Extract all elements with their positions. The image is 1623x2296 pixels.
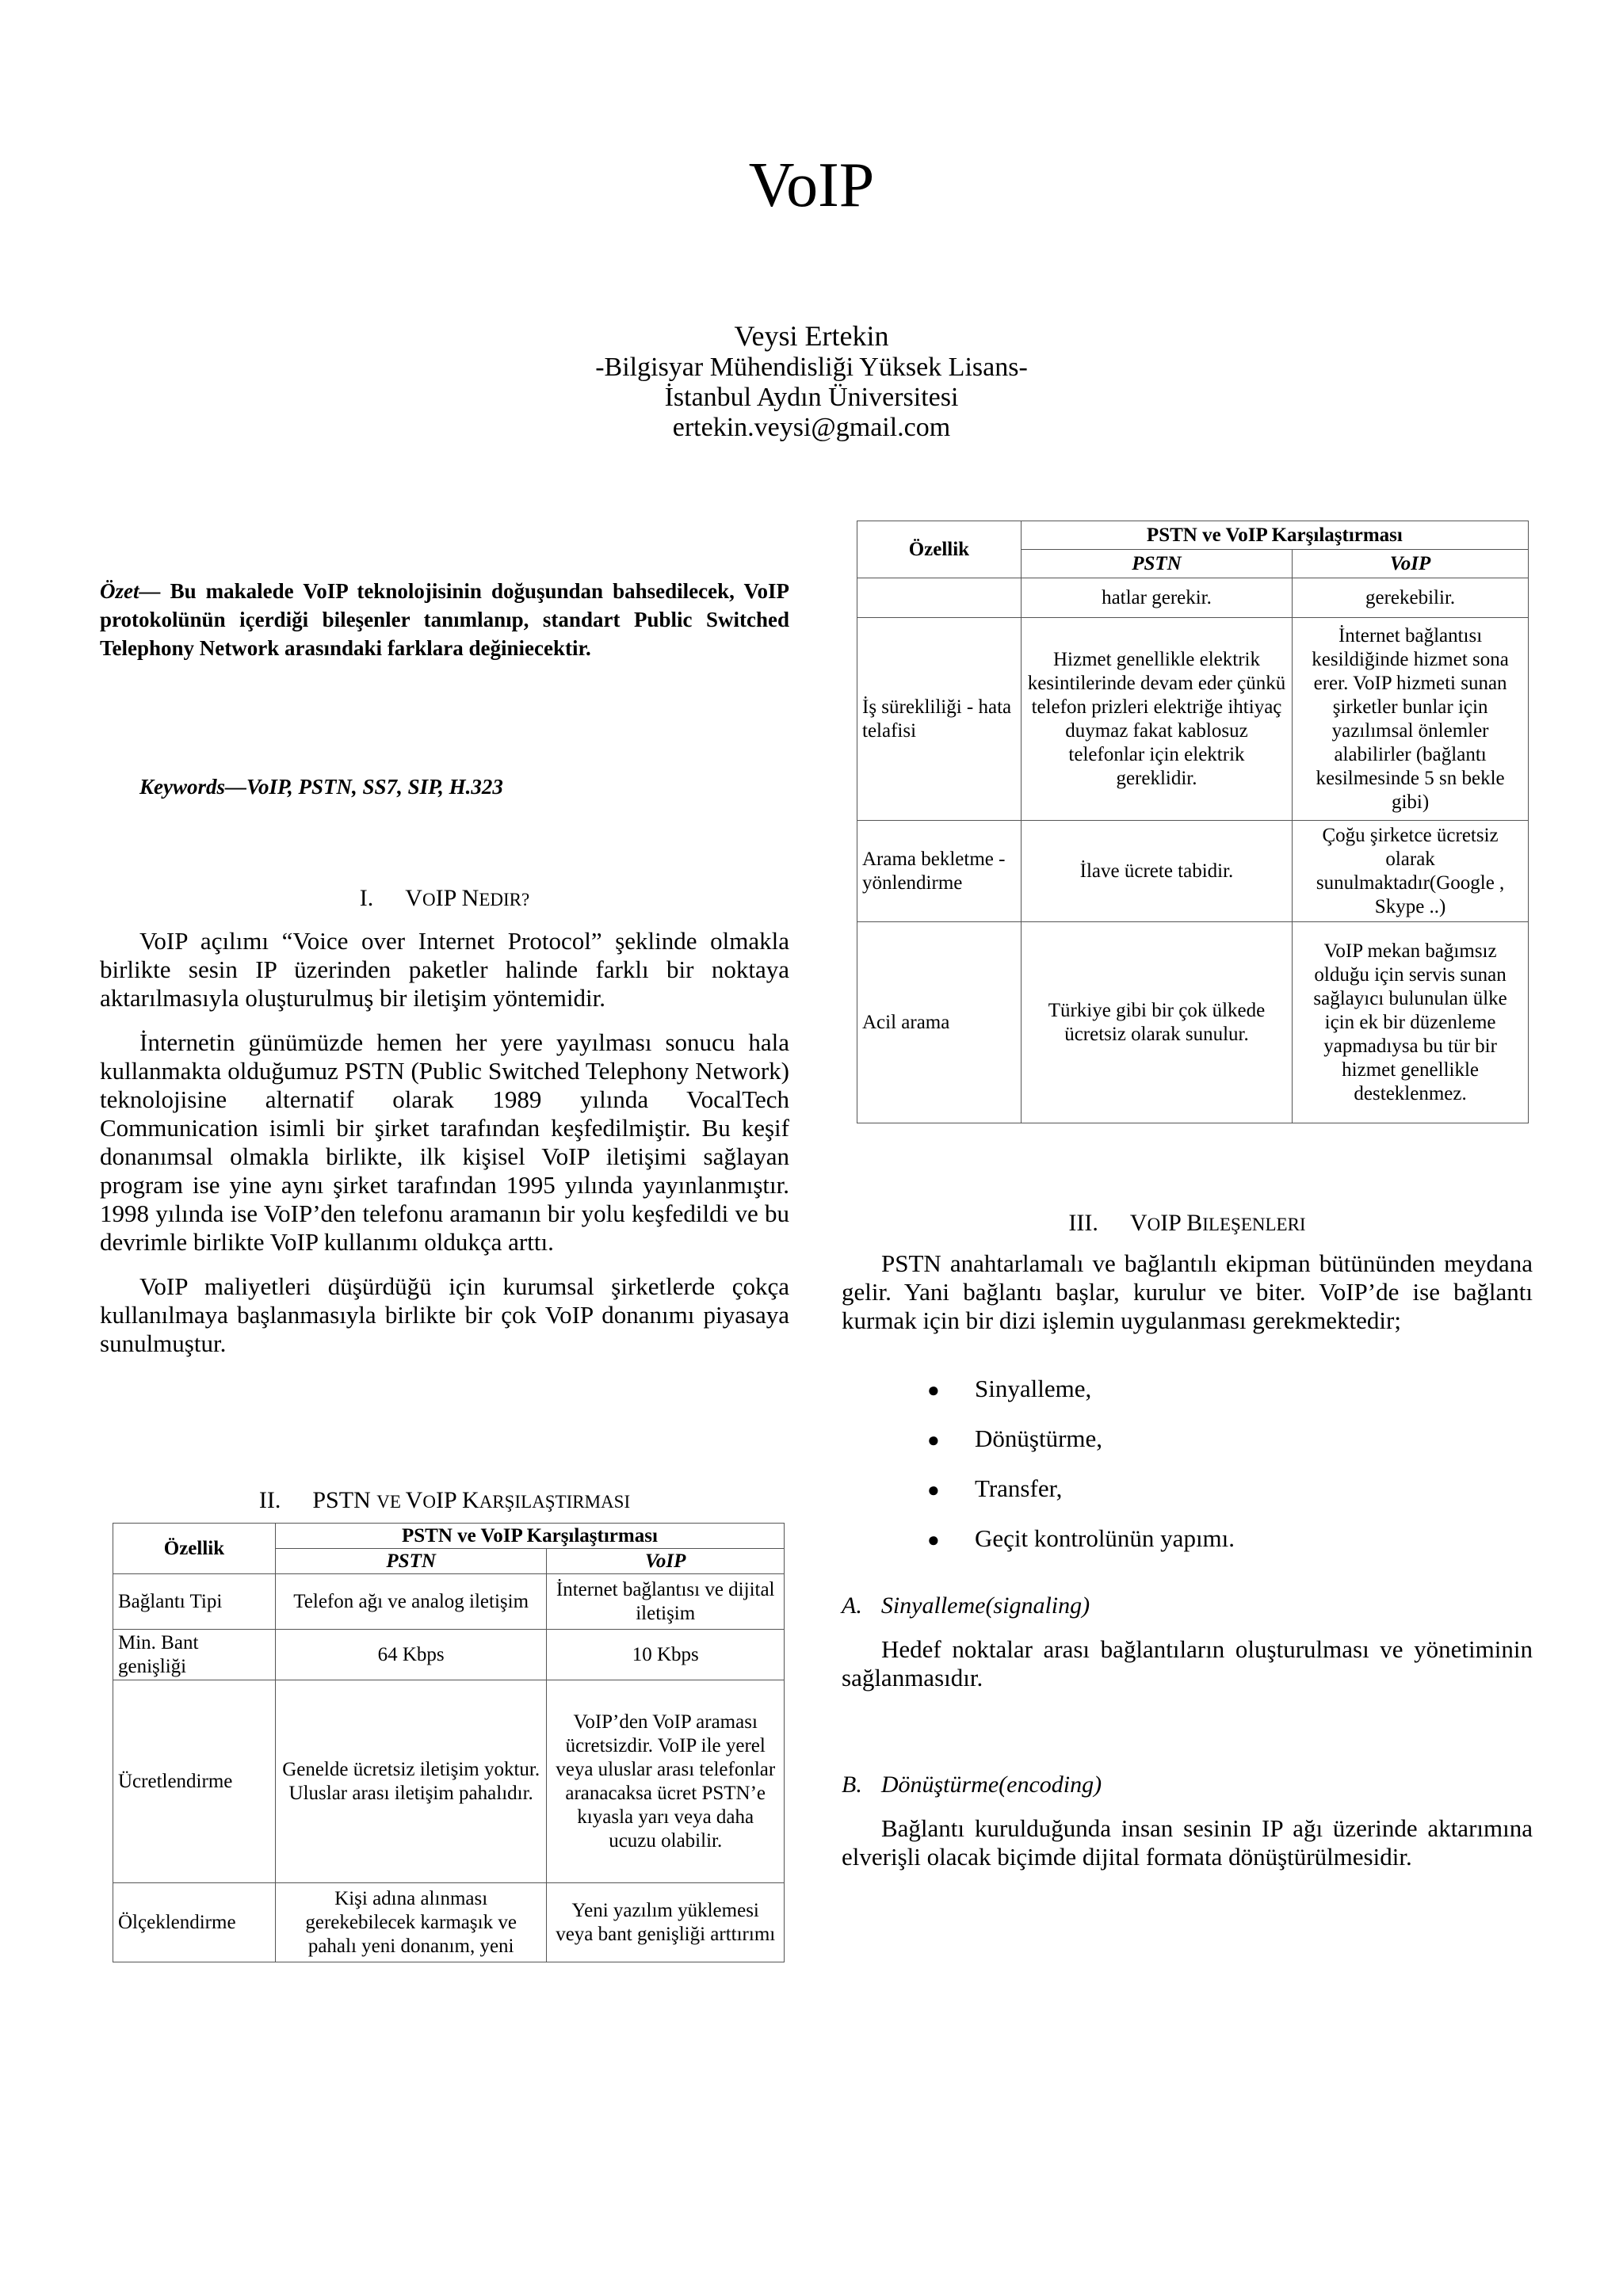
table-cell-pstn: Türkiye gibi bir çok ülkede ücretsiz olarak sunulur. — [1021, 922, 1292, 1123]
table-cell-pstn: Telefon ağı ve analog iletişim — [275, 1574, 547, 1630]
author-university: İstanbul Aydın Üniversitesi — [664, 383, 959, 412]
table-cell-feature: Arama bekletme - yönlendirme — [857, 821, 1022, 922]
table-cell-pstn: Kişi adına alınması gerekebilecek karmaşık ve pahalı yeni donanım, yeni — [275, 1883, 547, 1962]
subsection-b-heading — [842, 1772, 1102, 1798]
section-3-paragraph: PSTN anahtarlamalı ve bağlantılı ekipman bütününden meydana gelir. Yani bağlantı başlar, kurulur ve biter. VoIP’de ise bağlantı kurmak için bir dizi işlemin uygulanması gerekmektedir; — [842, 1249, 1533, 1334]
abstract-text: Bu makalede VoIP teknolojisinin doğuşundan bahsedilecek, VoIP protokolünün içerdiği bileşenler tanımlanıp, standart Public Switched Telephony Network arasındaki farklara değiniecektir. — [100, 579, 789, 660]
abstract — [100, 577, 789, 662]
section-1-title-part: IP N — [435, 885, 479, 911]
table-cell-voip: Çoğu şirketce ücretsiz olarak sunulmaktadır(Google , Skype ..) — [1293, 821, 1529, 922]
table-row — [857, 618, 1529, 821]
table-row — [113, 1883, 785, 1962]
table-row — [857, 821, 1529, 922]
table-cell-feature: Acil arama — [857, 922, 1022, 1123]
table-cell-pstn: İlave ücrete tabidir. — [1021, 821, 1292, 922]
table-col-voip: VoIP — [547, 1549, 785, 1574]
table-feature-header: Özellik — [113, 1524, 276, 1574]
subsection-a-paragraph: Hedef noktalar arası bağlantıların oluşturulması ve yönetiminin sağlanmasıdır. — [842, 1635, 1533, 1691]
table-cell-voip: İnternet bağlantısı kesildiğinde hizmet sona erer. VoIP hizmeti sunan şirketler bunlar için yazılımsal önlemler alabilirler (bağlantı kesilmesinde 5 sn bekle gibi) — [1293, 618, 1529, 821]
section-1-title-part: V — [405, 885, 422, 911]
table-cell-feature: Bağlantı Tipi — [113, 1574, 276, 1630]
table-cell-voip: VoIP mekan bağımsız olduğu için servis sunan sağlayıcı bulunulan ülke için ek bir düzenleme yapmadıysa bu tür bir hizmet genellikle desteklenmez. — [1293, 922, 1529, 1123]
section-1-body — [100, 927, 789, 1374]
table-col-voip: VoIP — [1293, 550, 1529, 578]
bullet-icon: ● — [927, 1428, 940, 1451]
list-item-label: Geçit kontrolünün yapımı. — [975, 1524, 1235, 1552]
list-item-label: Sinyalleme, — [975, 1375, 1092, 1402]
section-1-paragraph: İnternetin günümüzde hemen her yere yayılması sonucu hala kullanmakta olduğumuz PSTN (Public Switched Telephony Network) teknolojisine alternatif olarak 1989 yılında VocalTech Communication isimli bir şirket tarafından keşfedilmiştir. Bu keşif donanımsal olmakla birlikte, ilk kişisel VoIP iletişimi sağlayan program ise yine aynı şirket tarafından 1995 yılında yayınlanmıştır. 1998 yılında ise VoIP’den telefonu aramanın bir yolu keşfedildi ve bu devrimle birlikte VoIP kullanımı oldukça arttı. — [100, 1028, 789, 1256]
section-3-title-part: O — [1147, 1215, 1161, 1234]
subsection-a-letter: A. — [842, 1592, 862, 1619]
section-1-heading — [100, 885, 789, 912]
section-3-title-part: V — [1129, 1210, 1148, 1236]
table-col-pstn: PSTN — [1021, 550, 1292, 578]
section-2-title-part: VE — [376, 1492, 406, 1512]
table-cell-pstn: hatlar gerekir. — [1021, 578, 1292, 618]
section-3-body — [842, 1249, 1533, 1351]
section-2-number: II. — [258, 1487, 281, 1513]
table-cell-feature: Ücretlendirme — [113, 1680, 276, 1883]
table-cell-pstn: 64 Kbps — [275, 1630, 547, 1680]
paper-title: VoIP — [748, 151, 875, 220]
subsection-a-heading — [842, 1592, 1090, 1619]
author-email: ertekin.veysi@gmail.com — [672, 413, 951, 442]
list-item — [927, 1423, 1235, 1473]
bullet-icon: ● — [927, 1478, 940, 1501]
bullet-icon: ● — [927, 1528, 940, 1551]
section-3-title-part: IP B — [1160, 1210, 1203, 1236]
author-degree: -Bilgisyar Mühendisliği Yüksek Lisans- — [595, 353, 1028, 382]
table-group-header: PSTN ve VoIP Karşılaştırması — [275, 1524, 784, 1549]
bullet-icon: ● — [927, 1379, 940, 1402]
section-1-paragraph: VoIP açılımı “Voice over Internet Protocol” şeklinde olmakla birlikte sesin IP üzerinden paketler halinde farklı bir noktaya aktarılmasıyla oluşturulmuş bir iletişim yöntemidir. — [100, 927, 789, 1012]
section-2-title-part: O — [422, 1492, 436, 1512]
subsection-a-body — [842, 1635, 1533, 1708]
comparison-table-part-1 — [113, 1523, 785, 1962]
table-cell-feature: Min. Bant genişliği — [113, 1630, 276, 1680]
section-2-title-part: ARŞILAŞTIRMASI — [479, 1492, 631, 1512]
list-item-label: Transfer, — [975, 1474, 1063, 1502]
subsection-b-body — [842, 1814, 1533, 1887]
table-cell-voip: gerekebilir. — [1293, 578, 1529, 618]
abstract-lead: Özet— — [100, 579, 161, 603]
table-row — [857, 578, 1529, 618]
table-cell-feature: Ölçeklendirme — [113, 1883, 276, 1962]
section-1-title-part: O — [422, 890, 436, 910]
author-block — [0, 321, 1623, 443]
section-2-heading — [100, 1487, 789, 1514]
comparison-table-part-2 — [857, 521, 1529, 1123]
section-1-paragraph: VoIP maliyetleri düşürdüğü için kurumsal şirketlerde çokça kullanılmaya başlanmasıyla birlikte bir çok VoIP donanımı piyasaya sunulmuştur. — [100, 1272, 789, 1357]
table-row — [113, 1630, 785, 1680]
table-cell-pstn: Hizmet genellikle elektrik kesintilerinde devam eder çünkü telefon prizleri elektriğe ihtiyaç duymaz fakat kablosuz telefonlar için elektrik gereklidir. — [1021, 618, 1292, 821]
subsection-b-paragraph: Bağlantı kurulduğunda insan sesinin IP ağı üzerinde aktarımına elverişli olacak biçimde dijital formata dönüştürülmesidir. — [842, 1814, 1533, 1871]
keywords: Keywords—VoIP, PSTN, SS7, SIP, H.323 — [139, 775, 503, 799]
table-cell-voip: VoIP’den VoIP araması ücretsizdir. VoIP ile yerel veya uluslar arası telefonlar aranacaksa ücret PSTN’e kıyasla yarı veya daha ucuzu olabilir. — [547, 1680, 785, 1883]
list-item — [927, 1473, 1235, 1523]
components-list — [927, 1373, 1235, 1573]
list-item — [927, 1523, 1235, 1573]
section-3-number: III. — [1068, 1210, 1098, 1236]
author-name: Veysi Ertekin — [734, 320, 889, 352]
table-cell-voip: Yeni yazılım yüklemesi veya bant genişliği arttırımı — [547, 1883, 785, 1962]
list-item — [927, 1373, 1235, 1423]
table-feature-header: Özellik — [857, 521, 1022, 578]
table-cell-pstn: Genelde ücretsiz iletişim yoktur. Uluslar arası iletişim pahalıdır. — [275, 1680, 547, 1883]
subsection-b-title: Dönüştürme(encoding) — [880, 1772, 1102, 1798]
section-2-title-part: V — [405, 1487, 423, 1513]
table-cell-voip: İnternet bağlantısı ve dijital iletişim — [547, 1574, 785, 1630]
section-2-title-part: PSTN — [312, 1487, 377, 1513]
table-cell-feature — [857, 578, 1022, 618]
table-row — [857, 922, 1529, 1123]
table-group-header: PSTN ve VoIP Karşılaştırması — [1021, 521, 1528, 550]
section-3-heading — [842, 1210, 1533, 1237]
subsection-b-letter: B. — [842, 1772, 862, 1798]
list-item-label: Dönüştürme, — [975, 1425, 1103, 1452]
section-1-title-part: EDIR? — [479, 890, 530, 910]
table-cell-feature: İş sürekliliği - hata telafisi — [857, 618, 1022, 821]
table-row — [113, 1574, 785, 1630]
subsection-a-title: Sinyalleme(signaling) — [880, 1592, 1090, 1619]
table-col-pstn: PSTN — [275, 1549, 547, 1574]
section-3-title-part: ILEŞENLERI — [1202, 1215, 1306, 1234]
section-1-number: I. — [359, 885, 374, 911]
table-cell-voip: 10 Kbps — [547, 1630, 785, 1680]
table-row — [113, 1680, 785, 1883]
section-2-title-part: IP K — [435, 1487, 479, 1513]
